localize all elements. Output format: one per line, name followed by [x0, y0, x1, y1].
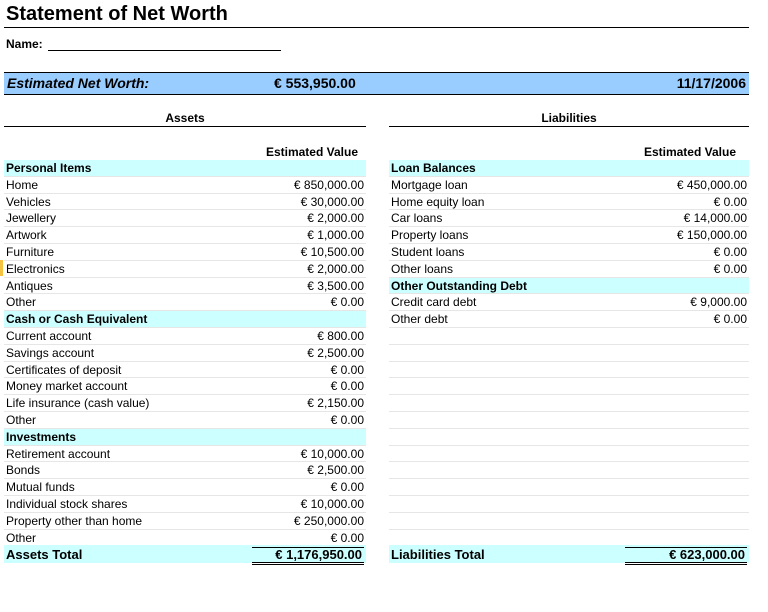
liability-row — [389, 294, 749, 311]
liability-row — [389, 194, 749, 211]
asset-row — [4, 362, 366, 379]
item-value[interactable]: € 10,000.00 — [300, 446, 364, 461]
page-title: Statement of Net Worth — [6, 3, 228, 25]
asset-row — [4, 278, 366, 295]
asset-row — [4, 261, 366, 278]
item-value[interactable]: € 0.00 — [330, 362, 364, 377]
item-label: Antiques — [6, 278, 53, 293]
asset-row — [4, 294, 366, 311]
item-value[interactable]: € 0.00 — [330, 379, 364, 394]
asset-row — [4, 446, 366, 463]
liability-row — [389, 311, 749, 328]
assets-total-value[interactable]: € 1,176,950.00 — [252, 547, 364, 565]
liability-row — [389, 395, 749, 412]
item-value[interactable]: € 450,000.00 — [676, 177, 747, 192]
item-label: Bonds — [6, 463, 41, 478]
item-label: Mutual funds — [6, 480, 75, 495]
item-label: Individual stock shares — [6, 496, 128, 511]
liability-row — [389, 261, 749, 278]
assets-value-header: Estimated Value — [265, 145, 358, 159]
asset-row — [4, 244, 366, 261]
liability-row — [389, 328, 749, 345]
asset-row — [4, 227, 366, 244]
asset-category-row — [4, 160, 366, 177]
liability-row — [389, 412, 749, 429]
net-worth-label: Estimated Net Worth: — [7, 75, 150, 91]
item-value[interactable]: € 0.00 — [713, 312, 747, 327]
item-label: Retirement account — [6, 446, 111, 461]
item-value[interactable]: € 9,000.00 — [690, 295, 747, 310]
asset-category-row — [4, 429, 366, 446]
liability-row — [389, 513, 749, 530]
item-value[interactable]: € 10,500.00 — [300, 244, 364, 259]
item-label: Life insurance (cash value) — [6, 396, 150, 411]
category-label: Other Outstanding Debt — [391, 278, 527, 293]
assets-total-row — [4, 545, 366, 563]
item-value[interactable]: € 0.00 — [713, 194, 747, 209]
liability-row — [389, 462, 749, 479]
asset-row — [4, 177, 366, 194]
asset-row — [4, 395, 366, 412]
item-label: Electronics — [6, 261, 65, 276]
liability-row — [389, 496, 749, 513]
liabilities-total-label: Liabilities Total — [391, 547, 485, 562]
item-value[interactable]: € 10,000.00 — [300, 496, 364, 511]
item-label: Savings account — [6, 345, 95, 360]
liabilities-total-row — [389, 545, 749, 563]
liability-category-row — [389, 160, 749, 177]
asset-row — [4, 462, 366, 479]
item-label: Vehicles — [6, 194, 51, 209]
liability-category-row — [389, 278, 749, 295]
item-label: Property other than home — [6, 513, 143, 528]
liability-row — [389, 227, 749, 244]
item-label: Home — [6, 177, 39, 192]
asset-row — [4, 479, 366, 496]
asset-row — [4, 530, 366, 547]
item-label: Furniture — [6, 244, 55, 259]
item-label: Money market account — [6, 379, 128, 394]
asset-row — [4, 210, 366, 227]
item-value[interactable]: € 250,000.00 — [293, 513, 364, 528]
liability-row — [389, 362, 749, 379]
liability-row — [389, 530, 749, 547]
asset-row — [4, 194, 366, 211]
statement-date[interactable]: 11/17/2006 — [676, 75, 746, 91]
net-worth-bar — [4, 72, 749, 95]
liability-row — [389, 446, 749, 463]
item-value[interactable]: € 2,500.00 — [307, 345, 364, 360]
asset-row — [4, 378, 366, 395]
title-divider — [4, 27, 749, 28]
assets-table — [4, 160, 366, 546]
item-label: Student loans — [391, 244, 465, 259]
item-label: Car loans — [391, 211, 443, 226]
liabilities-value-header: Estimated Value — [643, 145, 736, 159]
liabilities-heading: Liabilities — [541, 111, 597, 125]
category-label: Personal Items — [6, 161, 92, 175]
liabilities-total-value[interactable]: € 623,000.00 — [625, 547, 747, 565]
item-label: Jewellery — [6, 211, 57, 226]
item-label: Current account — [6, 328, 92, 343]
item-value[interactable]: € 3,500.00 — [307, 278, 364, 293]
item-label: Other loans — [391, 261, 454, 276]
item-value[interactable]: € 2,500.00 — [307, 463, 364, 478]
item-label: Certificates of deposit — [6, 362, 122, 377]
item-label: Credit card debt — [391, 295, 477, 310]
item-value[interactable]: € 2,150.00 — [307, 396, 364, 411]
item-value[interactable]: € 0.00 — [713, 244, 747, 259]
liability-row — [389, 378, 749, 395]
item-value[interactable]: € 14,000.00 — [683, 211, 747, 226]
item-value[interactable]: € 0.00 — [330, 295, 364, 310]
item-label: Other — [6, 530, 37, 545]
item-value[interactable]: € 800.00 — [317, 328, 364, 343]
item-label: Property loans — [391, 228, 469, 243]
item-value[interactable]: € 30,000.00 — [300, 194, 364, 209]
item-value[interactable]: € 150,000.00 — [676, 228, 747, 243]
item-value[interactable]: € 0.00 — [713, 261, 747, 276]
liability-row — [389, 210, 749, 227]
assets-heading: Assets — [165, 111, 205, 125]
net-worth-amount[interactable]: € 553,950.00 — [274, 75, 356, 91]
liability-row — [389, 429, 749, 446]
liability-row — [389, 479, 749, 496]
liabilities-heading-rule — [389, 126, 749, 127]
liability-row — [389, 244, 749, 261]
assets-total-label: Assets Total — [6, 547, 83, 562]
item-value[interactable]: € 1,000.00 — [307, 228, 364, 243]
name-field[interactable] — [48, 50, 281, 51]
asset-category-row — [4, 311, 366, 328]
cell-selection-marker — [0, 260, 3, 276]
liability-row — [389, 177, 749, 194]
item-label: Artwork — [6, 228, 47, 243]
item-label: Home equity loan — [391, 194, 485, 209]
item-label: Other — [6, 412, 37, 427]
liabilities-table — [389, 160, 749, 546]
asset-row — [4, 496, 366, 513]
item-value[interactable]: € 0.00 — [330, 530, 364, 545]
liability-row — [389, 345, 749, 362]
item-label: Other — [6, 295, 37, 310]
asset-row — [4, 345, 366, 362]
category-label: Investments — [6, 429, 77, 444]
item-value[interactable]: € 2,000.00 — [307, 261, 364, 276]
asset-row — [4, 412, 366, 429]
item-value[interactable]: € 0.00 — [330, 412, 364, 427]
item-value[interactable]: € 2,000.00 — [307, 211, 364, 226]
asset-row — [4, 513, 366, 530]
assets-heading-rule — [4, 126, 366, 127]
name-label: Name: — [6, 37, 43, 51]
asset-row — [4, 328, 366, 345]
item-label: Mortgage loan — [391, 177, 468, 192]
category-label: Loan Balances — [391, 161, 476, 175]
item-value[interactable]: € 0.00 — [330, 480, 364, 495]
category-label: Cash or Cash Equivalent — [6, 312, 148, 327]
item-label: Other debt — [391, 312, 448, 327]
item-value[interactable]: € 850,000.00 — [293, 177, 364, 192]
